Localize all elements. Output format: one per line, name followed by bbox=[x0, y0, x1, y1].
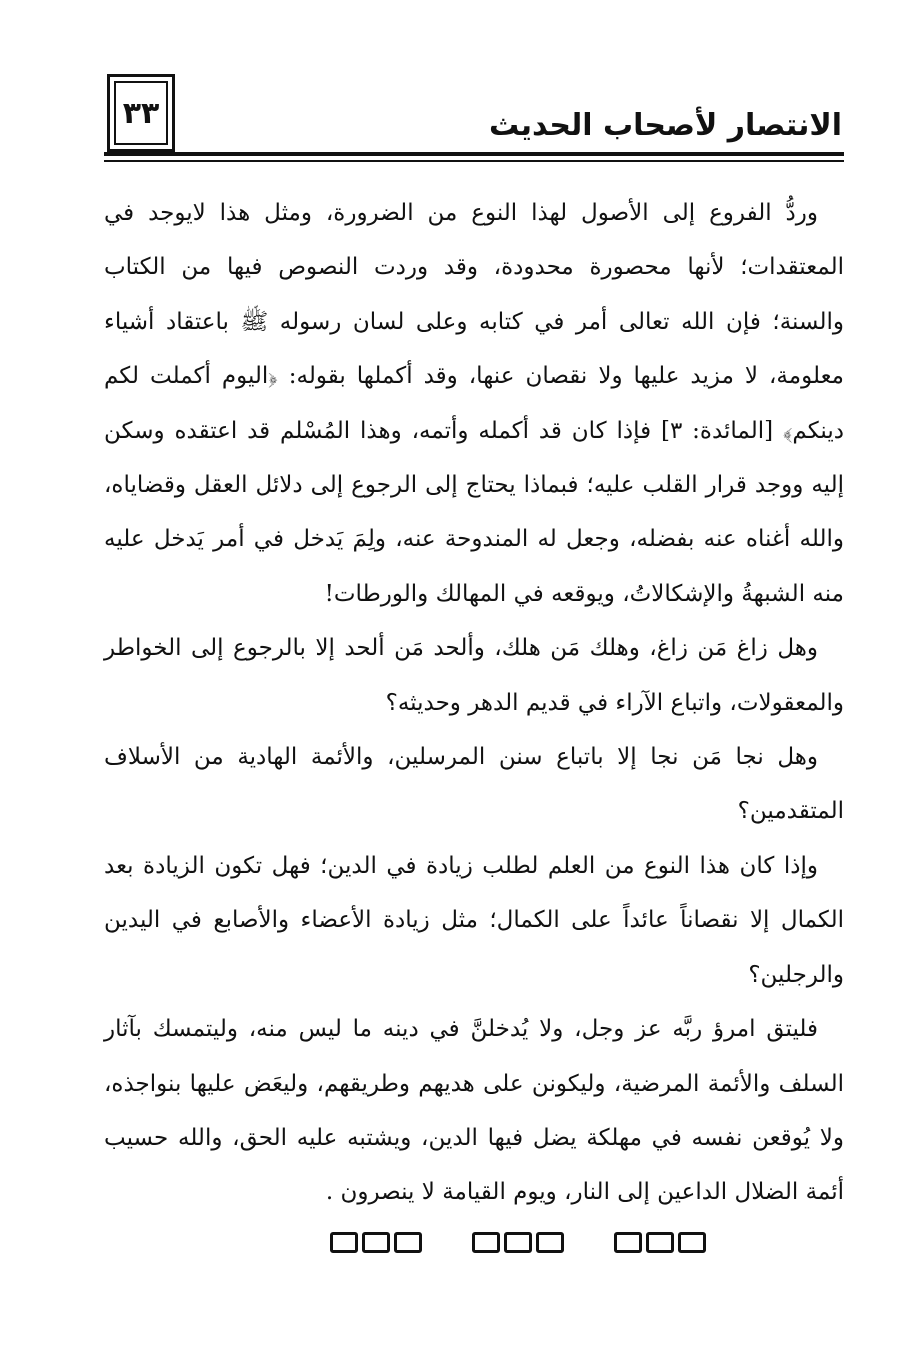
paragraph-1: وردُّ الفروع إلى الأصول لهذا النوع من الضرورة، ومثل هذا لايوجد في المعتقدات؛ لأنها محصورة محدودة، وقد وردت النصوص فيها من الكتاب والسنة؛ فإن الله تعالى أمر في كتابه وعلى لسان رسوله ﷺ باعتقاد أشياء معلومة، لا مزيد عليها ولا نقصان عنها، وقد أكملها بقوله: ﴿اليوم أكملت لكم دينكم﴾ [المائدة: ٣] فإذا كان قد أكمله وأتمه، وهذا المُسْلم قد اعتقده وسكن إليه ووجد قرار القلب عليه؛ فبماذا يحتاج إلى الرجوع إلى دلائل العقل وقضاياه، والله أغناه عنه بفضله، وجعل له المندوحة عنه، ولِمَ يَدخل في أمر يَدخل عليه منه الشبهةُ والإشكالاتُ، ويوقعه في المهالك والورطات! bbox=[104, 200, 845, 607]
body-text bbox=[104, 186, 844, 1220]
ornament-box bbox=[614, 1232, 642, 1253]
paragraph-3: وهل نجا مَن نجا إلا باتباع سنن المرسلين، والأئمة الهادية من الأسلاف المتقدمين؟ bbox=[104, 744, 844, 825]
page-end-ornament bbox=[330, 1232, 706, 1253]
ornament-box bbox=[646, 1232, 674, 1253]
ornament-box bbox=[678, 1232, 706, 1253]
page-number: ٣٣ bbox=[122, 95, 160, 131]
ornament-group bbox=[472, 1232, 564, 1253]
ornament-box bbox=[394, 1232, 422, 1253]
ornament-box bbox=[362, 1232, 390, 1253]
paragraph-4: وإذا كان هذا النوع من العلم لطلب زيادة في الدين؛ فهل تكون الزيادة بعد الكمال إلا نقصاناً عائداً على الكمال؛ مثل زيادة الأعضاء والأصابع في اليدين والرجلين؟ bbox=[104, 852, 844, 988]
ornament-box bbox=[472, 1232, 500, 1253]
ornament-box bbox=[330, 1232, 358, 1253]
header-rule-thin bbox=[104, 160, 844, 162]
paragraph-2: وهل زاغ مَن زاغ، وهلك مَن هلك، وألحد مَن ألحد إلا بالرجوع إلى الخواطر والمعقولات، واتباع الآراء في قديم الدهر وحديثه؟ bbox=[104, 635, 844, 716]
header-rule-thick bbox=[104, 152, 844, 156]
ornament-group bbox=[614, 1232, 706, 1253]
page-number-box bbox=[107, 74, 175, 152]
ornament-box bbox=[504, 1232, 532, 1253]
paragraph-5: فليتق امرؤ ربَّه عز وجل، ولا يُدخلنَّ في دينه ما ليس منه، وليتمسك بآثار السلف والأئمة المرضية، وليكونن على هديهم وطريقهم، وليعَض عليها بنواجذه، ولا يُوقعن نفسه في مهلكة يضل فيها الدين، ويشتبه عليه الحق، والله حسيب أئمة الضلال الداعين إلى النار، ويوم القيامة لا ينصرون . bbox=[104, 1016, 844, 1206]
ornament-group bbox=[330, 1232, 422, 1253]
running-title: الانتصار لأصحاب الحديث bbox=[489, 108, 842, 143]
ornament-box bbox=[536, 1232, 564, 1253]
